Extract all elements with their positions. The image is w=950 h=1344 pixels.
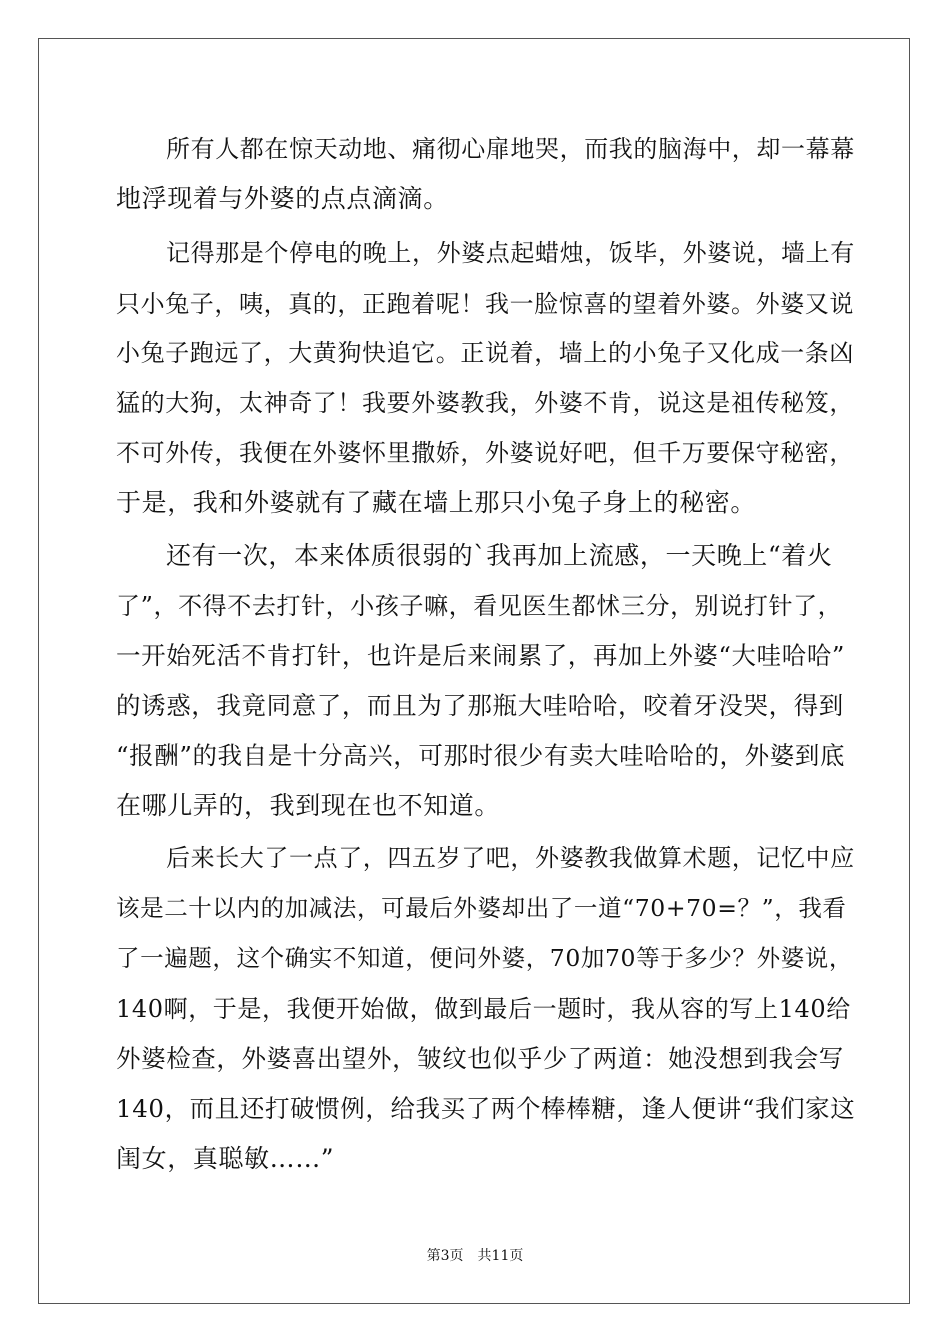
text-line: 只小兔子，咦，真的，正跑着呢！我一脸惊喜的望着外婆。外婆又说 (116, 290, 854, 318)
text-line: 闺女，真聪敏……” (116, 1144, 335, 1173)
text-line: 还有一次，本来体质很弱的`我再加上流感，一天晚上“着火 (166, 541, 833, 570)
text-line: 地浮现着与外婆的点点滴滴。 (116, 184, 449, 213)
text-line: 于是，我和外婆就有了藏在墙上那只小兔子身上的秘密。 (116, 488, 757, 517)
text-line: 一开始死活不肯打针，也许是后来闹累了，再加上外婆“大哇哈哈” (116, 641, 846, 670)
text-line: 140，而且还打破惯例，给我买了两个棒棒糖，逢人便讲“我们家这 (116, 1094, 856, 1123)
text-line: 了”，不得不去打针，小孩子嘛，看见医生都怵三分，别说打针了， (116, 592, 843, 620)
text-line: 后来长大了一点了，四五岁了吧，外婆教我做算术题，记忆中应 (166, 844, 855, 872)
text-line: 猛的大狗，太神奇了！我要外婆教我，外婆不肯，说这是祖传秘笈， (116, 389, 854, 417)
text-line: 了一遍题，这个确实不知道，便问外婆，70加70等于多少？外婆说， (116, 944, 854, 972)
page-total: 共11页 (477, 1248, 524, 1264)
text-line: 所有人都在惊天动地、痛彻心扉地哭，而我的脑海中，却一幕幕 (166, 135, 855, 163)
page-footer (0, 1247, 950, 1265)
text-line: “报酬”的我自是十分高兴，可那时很少有卖大哇哈哈的，外婆到底 (116, 741, 846, 770)
page-number: 第3页 (426, 1248, 464, 1264)
text-line: 140啊，于是，我便开始做，做到最后一题时，我从容的写上140给 (116, 995, 851, 1023)
text-line: 记得那是个停电的晚上，外婆点起蜡烛，饭毕，外婆说，墙上有 (166, 239, 855, 267)
text-line: 的诱惑，我竟同意了，而且为了那瓶大哇哈哈，咬着牙没哭，得到 (116, 691, 844, 720)
text-line: 不可外传，我便在外婆怀里撒娇，外婆说好吧，但千万要保守秘密， (116, 439, 854, 467)
text-line: 该是二十以内的加减法，可最后外婆却出了一道“70+70=？”，我看 (116, 894, 847, 922)
text-line: 外婆检查，外婆喜出望外，皱纹也似乎少了两道：她没想到我会写 (116, 1044, 844, 1073)
text-line: 小兔子跑远了，大黄狗快追它。正说着，墙上的小兔子又化成一条凶 (116, 339, 854, 367)
text-line: 在哪儿弄的，我到现在也不知道。 (116, 791, 501, 820)
